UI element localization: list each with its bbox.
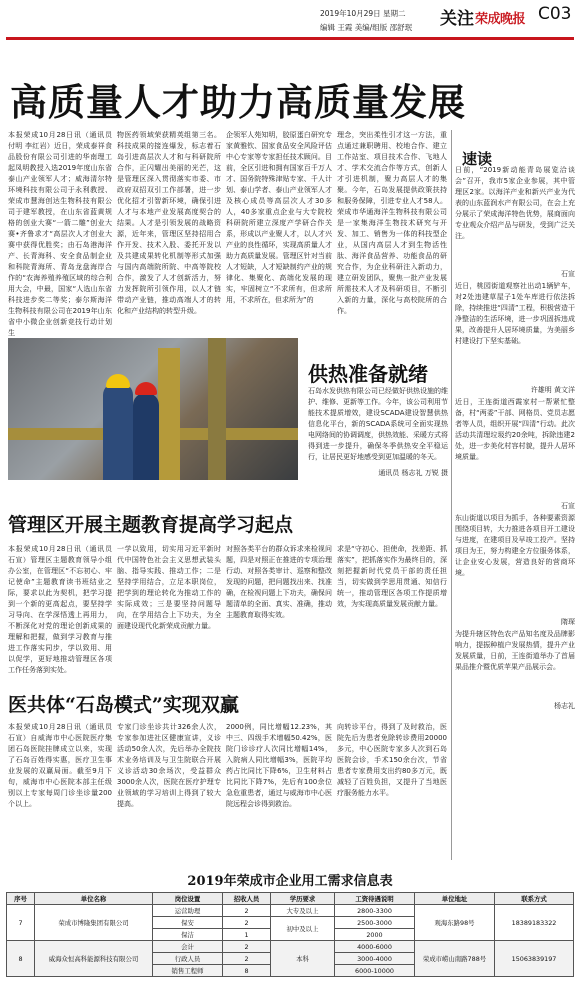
article1-col2: 物医药领域荣获精英组第三名。科技成果的接连爆发，标志着石岛引进高层次人才和与科研院所合作，正闪耀出美丽的光芒，这是管理区深入贯彻落实市委、市政府双招双引工作部署，进一步优化招才引智新环境，确保引进人才与本地产业发展高度契合的结果。人才是引领发展的战略资源，近年来，管理区坚持招用合作开发、技术入股、委托开发以及共建成果转化机制等形式加强与国内高端院所院、中高等院校合作，激发了人才创新活力，努力发挥院所引领作用，以人才链带动产业链，推动高端人才的转化和产业结构的转型升级。 [117, 131, 221, 315]
jobs-table-section [6, 870, 574, 977]
cell-count: 1 [223, 929, 271, 941]
page-number: C03 [538, 4, 572, 24]
cell-company: 威海众恒高科能源科技有限公司 [35, 941, 153, 977]
brief-item: 近日，王连街道西霞家村一帮紧忙整备，村“两委”干部、网格员、党员志愿者等人员，组织开展“四清”行动。此次活动共清理垃圾约20余吨，拆除违建2处，进一步美化村容村貌，提升人居环境质量。 [455, 398, 575, 461]
cell-phone: 18389183322 [495, 905, 574, 941]
main-headline: 高质量人才助力高质量发展 [10, 80, 466, 124]
brief-sign: 石宣 [561, 502, 575, 510]
cell-pay: 2800-3300 [335, 905, 415, 917]
briefs-column [455, 165, 575, 805]
table-row [7, 905, 574, 917]
brief-item: 东山街道以项目为抓手，各种要素资源围绕项目转，大力推进各项目开工建设与进度，在建项目及早竣工投产。坚持项目为王，努力构建全方位服务体系，让企业安心发展，营造良好的营商环境。 [455, 514, 575, 577]
education-col1: 本报荣成10月28日讯（通讯员 石宣）管理区主题教育领导小组办公室，在管理区“不忘初心、牢记使命”主题教育读书班结业之际，要求以此为契机，把学习提到一个新的更高起点，要坚持学习导向、在学深悟透上再用力，不断深化对党的理论创新成果的理解和把握，做到学习教育与推进工作落实同步，学以致用、用以促学，更好地推动管理区各项工作任务落到实处。 [8, 545, 112, 674]
col-header: 工资待遇说明 [335, 893, 415, 905]
cell-edu: 大专及以上 [271, 905, 335, 917]
col-header: 单位名称 [35, 893, 153, 905]
col-header: 序号 [7, 893, 35, 905]
education-col3: 对照各类平台的群众诉求来检视问题，四是对照正在推进的专项治理行动、对照各类审计、巡察和整改发现的问题，把问题找出来、找准确，在检视问题上下功夫，确保问题清单的全面、真实、准确，推动主题教育取得实效。 [226, 545, 332, 619]
brief-item: 为提升辖区特色农产品知名度及品牌影响力，提振种植户发展热情，提升产业发展质量，日前，王连街道举办了首届果品推介暨优质苹果产品展示会。 [455, 630, 575, 671]
cell-count: 2 [223, 941, 271, 953]
col-header: 单位地址 [415, 893, 495, 905]
cell-count: 2 [223, 917, 271, 929]
jobs-table-title: 2019年荣成市企业用工需求信息表 [187, 874, 393, 889]
cell-pay: 2500-3000 [335, 917, 415, 929]
cell-post: 运营助理 [153, 905, 223, 917]
brief-sign: 杨志礼 [554, 702, 575, 710]
education-title: 管理区开展主题教育提高学习起点 [8, 514, 294, 536]
brief-sign: 石宣 [561, 270, 575, 278]
col-header: 招收人员 [223, 893, 271, 905]
col-header: 联系方式 [495, 893, 574, 905]
cell-pay: 3000-4000 [335, 953, 415, 965]
col-header: 学历要求 [271, 893, 335, 905]
cell-post: 会计 [153, 941, 223, 953]
section-name: 关注 [440, 9, 474, 29]
cell-company: 荣成市博隆集团有限公司 [35, 905, 153, 941]
brief-sign: 隋琛 [561, 618, 575, 626]
cell-edu: 初中及以上 [271, 917, 335, 941]
cell-no: 7 [7, 905, 35, 941]
brief-item: 日前，“2019新动能青岛展览洽谈会”召开，我市5家企业参展，其中管理区2家。以海洋产业和新兴产业为代表的山东蓝润水产有限公司，在会上充分展示了荣成海洋特色优势，展商面向专业观众介绍产品与研发，受到广泛关注。 [455, 166, 575, 240]
education-col4: 求是“守初心、担使命，找差距、抓落实”，把抓落实作为最终目的，深刻把握新时代党员干部的责任担当，切实做到学思用贯通、知信行统一，推动管理区各项工作提质增效，为实现高质量发展贡献力量。 [337, 545, 447, 608]
medical-col4: 向转诊平台，得到了及时救治，医院先后为患者免除转诊费用20000多元，中心医院专家多人次到石岛医院会诊，手术150余台次，节省患者专家费用支出约80多万元，既减轻了百姓负担，又提升了当地医疗服务能力水平。 [337, 723, 447, 797]
medical-title: 医共体“石岛模式”实现双赢 [8, 694, 239, 716]
editor-credits: 编辑 王霞 美编/组版 邵舒珉 [320, 23, 413, 32]
article1-col1: 本报荣成10月28日讯（通讯员 付明 李红岩）近日，荣成泰祥食品股份有限公司引进的华南理工起凤明教授入选2019年度山东省泰山产业领军人才；威海清尔特环境科技有限公司于永利教授、荣成市慧海创达生物科技有限公司于建军教授，在山东省蓝黄规格的创业大赛“一箭二雕”创业大赛•齐鲁求才“高层次人才创业大赛中获得优胜奖；由石岛港海洋产、长青海科、安全食品制企业和科院青海所、青岛龙盘海岸合作的“农海养殖养殖区域的综合利用大会，中最，国家“人选山东省科技进步奖二等奖；泰尔斯海洋生物科技有限公司在2019年山东省中小微企业创新竞技行动计划生 [8, 131, 112, 337]
medical-col1: 本报荣成10月28日讯（通讯员 石宣）自威海市中心医院医疗集团石岛医院挂牌成立以来，实现了石岛百姓得实惠，医疗卫生事业发展的双赢局面。截至9月下旬，威海市中心医院本部主任级别以上专家每周门诊坐诊量200个以上。 [8, 723, 112, 808]
medical-col3: 2000例，同比增幅12.23%，其中三、四级手术增幅50.42%，医院门诊诊疗人次同比增幅14%，入院病人同比增幅3%，医院平均药占比同比下降6%，卫生材料占比同比下降7%，先后有100余位急危重患者，通过与威海市中心医院远程会诊得到救治。 [226, 723, 332, 808]
newspaper-logo: 荣成晚报 [475, 12, 526, 27]
table-header-row [7, 893, 574, 905]
cell-pay: 6000-10000 [335, 965, 415, 977]
cell-count: 2 [223, 953, 271, 965]
heating-photo [8, 338, 298, 480]
cell-post: 行政人员 [153, 953, 223, 965]
cell-edu: 本科 [271, 941, 335, 977]
article1-col3: 企领军人苑知明，胶原蛋白研究专家黄雅钦、国家食品安全风险评估中心专家等专家担任技术顾问。目前，全区引进和拥有国家百千万人才、国务院特殊津贴专家、千人计划、泰山学者、泰山产业领军人才及核心成员等高层次人才30多人，40多家重点企业与大专院校科研院所建立深度产学研合作关系，形成以产业聚人才，以人才兴产业的良性循环，实现高质量人才助力高质量发展。管理区针对当前人才短缺，人才短缺制约产业的规律化、集聚化、高端化发展的现实，牢固树立“不求所有，但求所用，不求所在，但求所为”的 [226, 131, 332, 304]
briefs-title: 速读 [462, 150, 493, 168]
table-row [7, 941, 574, 953]
heating-byline: 通讯员 杨志礼 万锐 摄 [378, 469, 448, 477]
col-header: 岗位设置 [153, 893, 223, 905]
cell-phone: 15063839197 [495, 941, 574, 977]
brief-sign: 许雄明 黄文洋 [530, 386, 575, 394]
heating-title: 供热准备就绪 [308, 362, 428, 386]
column-divider [451, 130, 452, 860]
issue-date: 2019年10月29日 星期二 [320, 9, 406, 18]
cell-post: 保安 [153, 917, 223, 929]
medical-col2: 专家门诊坐诊共计326余人次，专家参加进社区健康宣讲，义诊活动50余人次，先后举办全院技术业务培训及与卫生院联合开展义诊活动30余场次，受益群众3000余人次，医院在医疗护理专业领域的学习培训上得到了较大提高。 [117, 723, 221, 808]
cell-post: 销售工程师 [153, 965, 223, 977]
cell-address: 观海东路98号 [415, 905, 495, 941]
cell-pay: 2000 [335, 929, 415, 941]
cell-address: 荣成市崂山南路788号 [415, 941, 495, 977]
red-helmet-icon [135, 382, 157, 395]
cell-no: 8 [7, 941, 35, 977]
jobs-table [6, 892, 574, 977]
article1-col4: 理念，突出柔性引才这一方法，重点通过兼职聘用、校地合作、建立工作站室、项目技术合作、飞地人才、学术交流合作等方式，创新人才引进机制，聚力高层人才的集聚。今年，石岛发展提供政策扶持和服务保障，引进专业人才58人。荣成市华通海洋生物科技有限公司是一家集海洋生物技术研究与开发、加工、销售为一体的科技型企业，从国内高层人才到生物活性肽、海洋食品营养、功能食品的研究合作，为企业科研注入新动力，建立研发团队，聚焦一批产业发展所需技术人才及科研项目，不断引入新的力量，深化与高校院所的合作。 [337, 131, 447, 315]
cell-pay: 4000-6000 [335, 941, 415, 953]
heating-body: 石岛水发供热有限公司已经做好供热设施的维护、维修、更新等工作。今年，该公司利用节能技术提质增效，建设SCADA建设智慧供热信息化平台，新的SCADA系统可全面实现热电网络间的协调调度，供热效能、采暖方式将得到进一步提升，确保冬季供热安全平稳运行，让居民更好地感受到更加温暖的冬天。 [308, 387, 448, 461]
brief-item: 近日，桃园街道观察社出动1辆铲车，对2处违建草屋子1处车库进行依法拆除，持续推进“四清”工程，积极营造干净整洁的生活环境，进一步巩固拆违成果，改善提升人居环境质量，为美丽乡村建设打下坚实基础。 [455, 282, 575, 345]
cell-count: 2 [223, 905, 271, 917]
cell-post: 保洁 [153, 929, 223, 941]
education-col2: 一学以致用，切实用习近平新时代中国特色社会主义思想武装头脑、指导实践、推动工作；二是坚持学用结合，立足本职岗位，把学到的理论转化为推动工作的实际成效；三是要坚持问题导向，在学用结合上下功夫，为全面建设现代化新荣成贡献力量。 [117, 545, 221, 630]
masthead-rule [6, 37, 574, 40]
cell-count: 8 [223, 965, 271, 977]
yellow-helmet-icon [106, 374, 130, 388]
masthead [0, 0, 580, 40]
